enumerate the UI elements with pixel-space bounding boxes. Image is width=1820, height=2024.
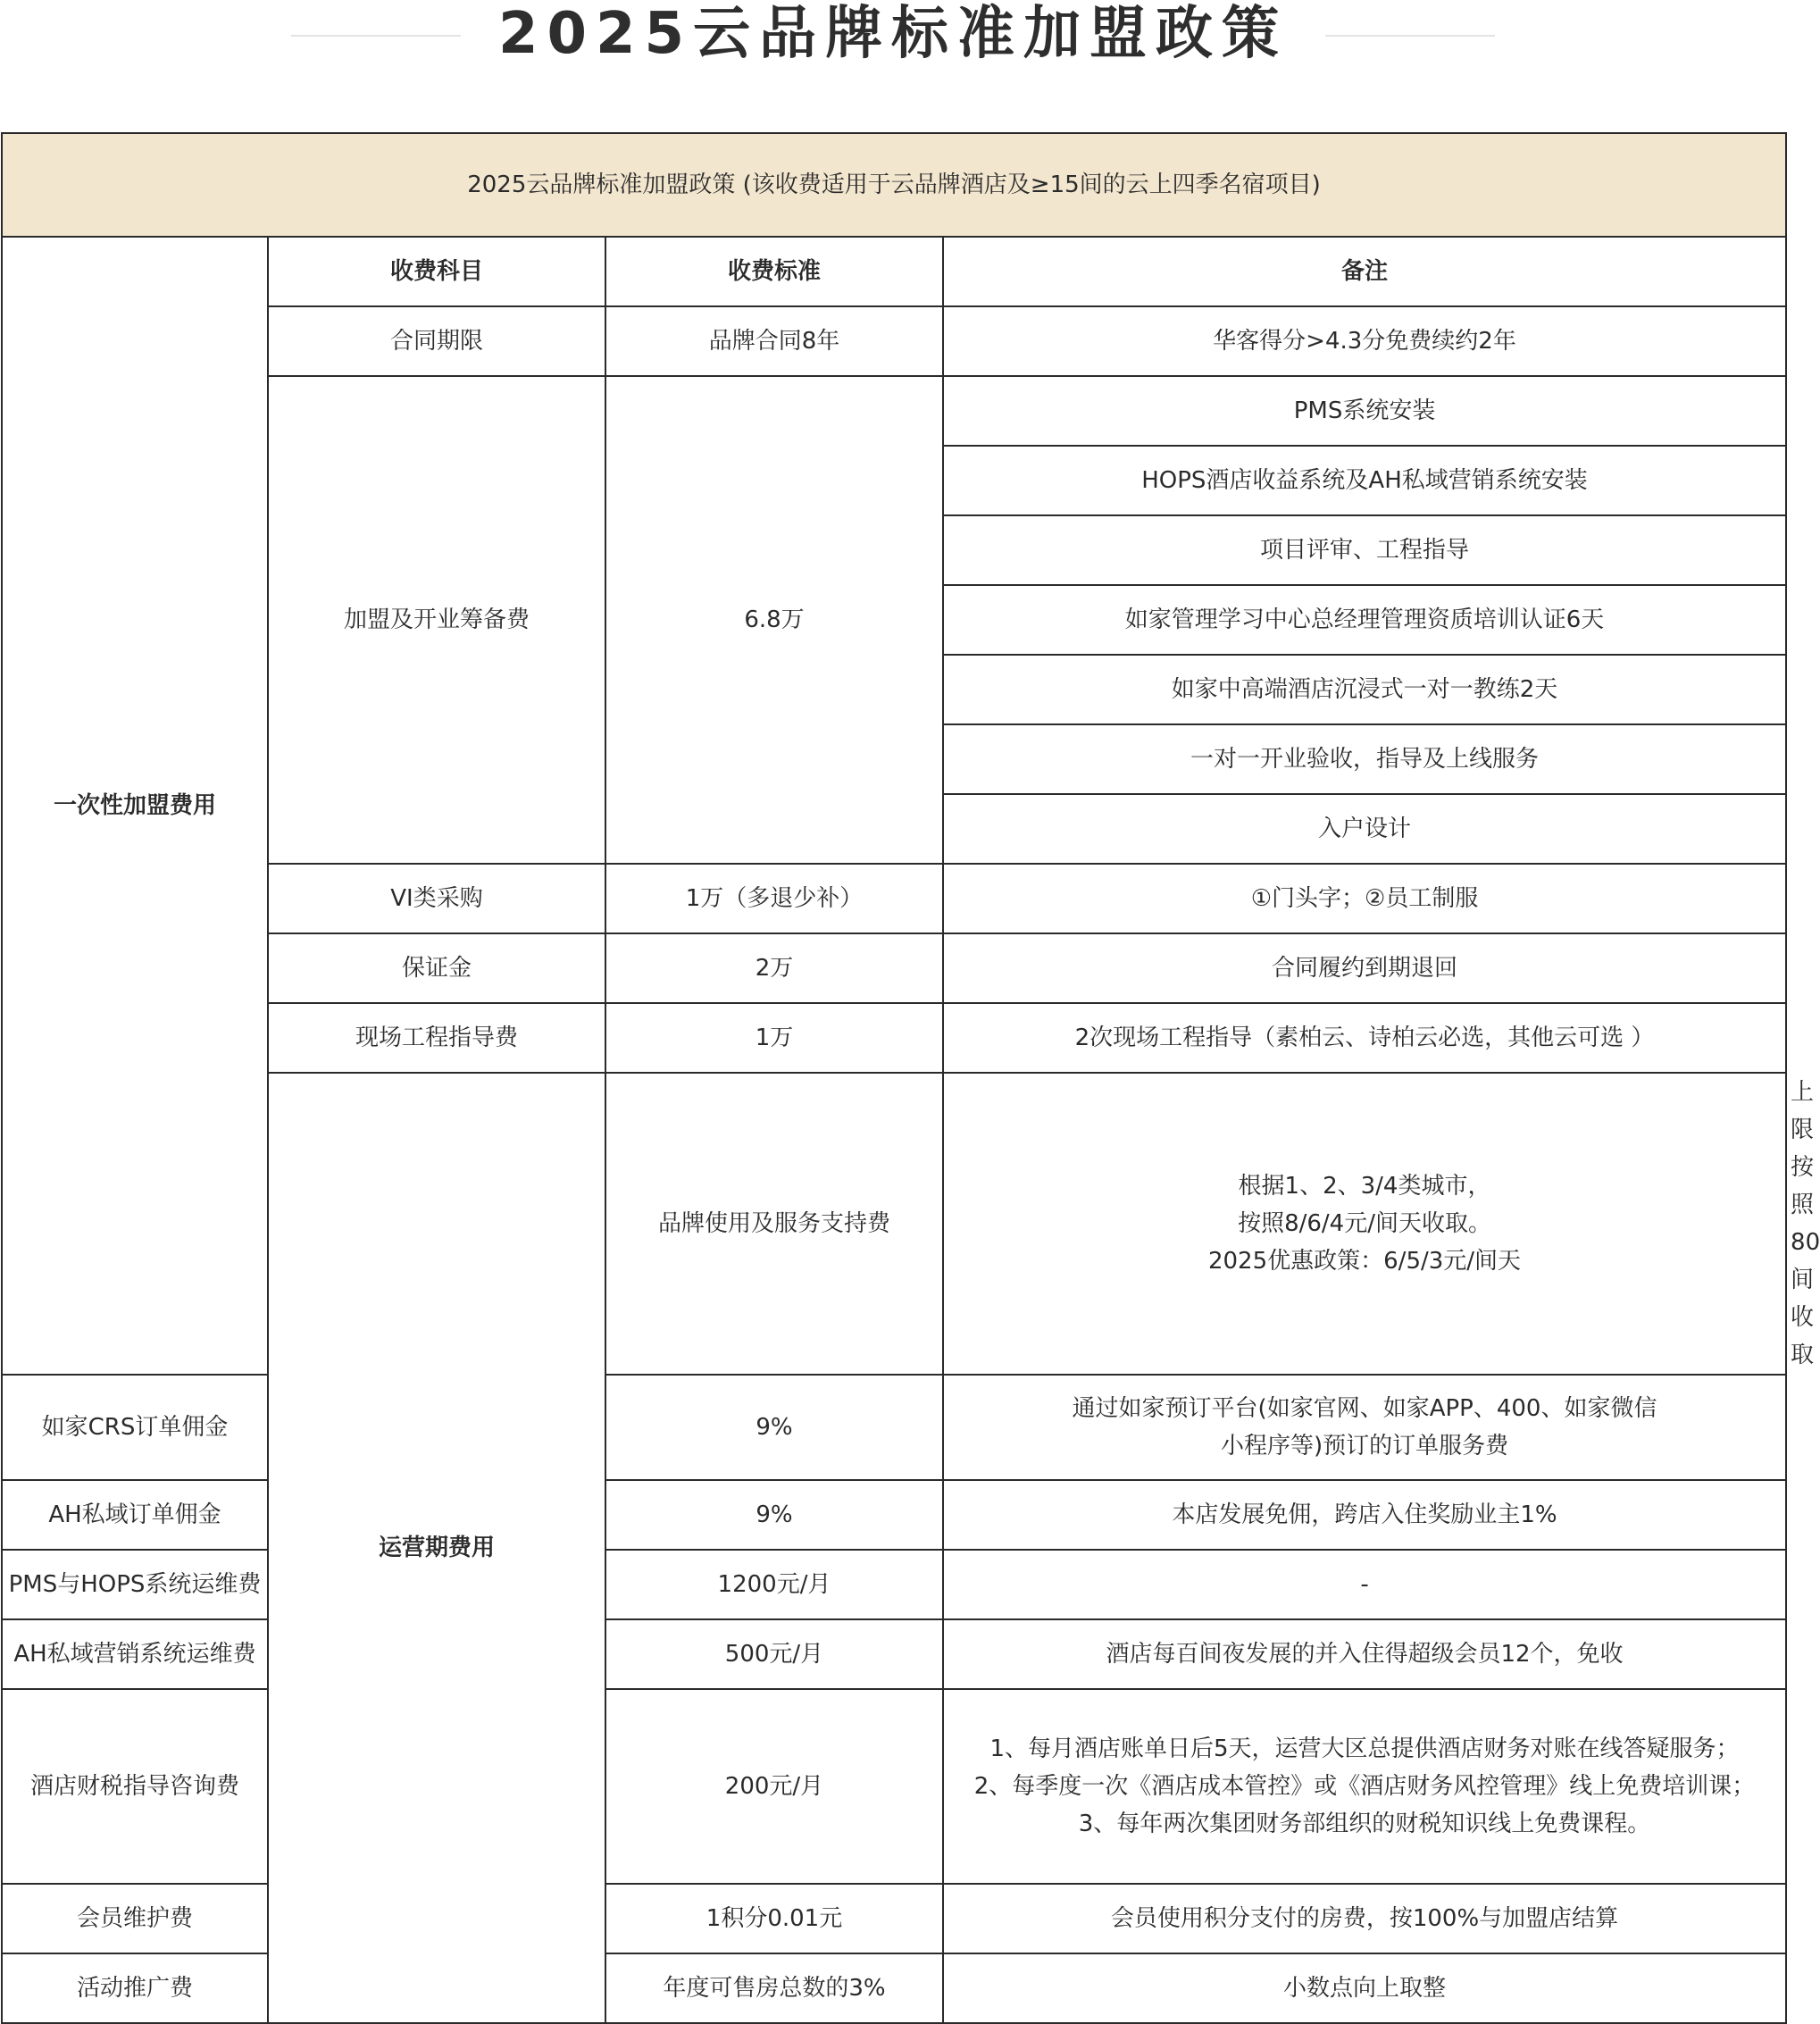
cell-remark-line: 1、每月酒店账单日后5天，运营大区总提供酒店财务对账在线答疑服务； [989, 1735, 1740, 1762]
category-operating: 运营期费用 [268, 1073, 605, 2023]
policy-table [1, 132, 1820, 2024]
cell-remark: HOPS酒店收益系统及AH私域营销系统安装 [943, 446, 1786, 515]
cell-remark: 一对一开业验收，指导及上线服务 [943, 724, 1786, 794]
table-row: 运营期费用 品牌使用及服务支持费 根据1、2、3/4类城市， 按照8/6/4元/间天收取。 2025优惠政策：6/5/3元/间天 上限按照80间收取 [2, 1073, 1786, 1375]
cell-remark: 2次现场工程指导（素柏云、诗柏云必选，其他云可选 ） [943, 1003, 1786, 1073]
cell-item: 加盟及开业筹备费 [268, 376, 605, 864]
table-row [2, 306, 1786, 376]
banner-row [2, 133, 1786, 237]
cell-remark-line: 小程序等)预订的订单服务费 [1220, 1433, 1509, 1459]
cell-item: 保证金 [268, 933, 605, 1003]
cell-item: 现场工程指导费 [268, 1003, 605, 1073]
cell-remark: PMS系统安装 [943, 376, 1786, 446]
cell-item: AH私域订单佣金 [2, 1480, 268, 1550]
header-remark: 备注 [943, 237, 1786, 306]
cell-standard: 9% [605, 1375, 943, 1480]
cell-item: PMS与HOPS系统运维费 [2, 1550, 268, 1619]
cell-remark: 会员使用积分支付的房费，按100%与加盟店结算 [943, 1884, 1786, 1953]
header-item: 收费科目 [268, 237, 605, 306]
cell-remark: 入户设计 [943, 794, 1786, 864]
cell-standard-line: 根据1、2、3/4类城市， [1238, 1173, 1491, 1200]
table-banner: 2025云品牌标准加盟政策 (该收费适用于云品牌酒店及≥15间的云上四季名宿项目) [2, 133, 1786, 237]
title-area [0, 0, 1786, 71]
cell-standard: 品牌合同8年 [605, 306, 943, 376]
cell-item: 会员维护费 [2, 1884, 268, 1953]
category-one-time: 一次性加盟费用 [2, 237, 268, 1375]
cell-standard: 9% [605, 1480, 943, 1550]
table-row [2, 933, 1786, 1003]
cell-remark: 本店发展免佣，跨店入住奖励业主1% [943, 1480, 1786, 1550]
cell-standard: 1万 [605, 1003, 943, 1073]
cell-remark: 华客得分>4.3分免费续约2年 [943, 306, 1786, 376]
table-row [2, 864, 1786, 933]
cell-standard: 年度可售房总数的3% [605, 1953, 943, 2023]
title-divider-right [1325, 35, 1495, 37]
cell-remark: 小数点向上取整 [943, 1953, 1786, 2023]
cell-remark: 如家中高端酒店沉浸式一对一教练2天 [943, 655, 1786, 724]
cell-standard-line: 按照8/6/4元/间天收取。 [1238, 1210, 1491, 1237]
table-row [2, 1003, 1786, 1073]
table-row [2, 376, 1786, 446]
cell-item: 酒店财税指导咨询费 [2, 1689, 268, 1884]
header-standard: 收费标准 [605, 237, 943, 306]
page-title: 2025云品牌标准加盟政策 [497, 1, 1289, 67]
cell-remark [943, 1689, 1786, 1884]
cell-standard: 1万（多退少补） [605, 864, 943, 933]
cell-item: 如家CRS订单佣金 [2, 1375, 268, 1480]
header-row [2, 237, 1786, 306]
cell-standard: 1200元/月 [605, 1550, 943, 1619]
cell-remark: 项目评审、工程指导 [943, 515, 1786, 585]
cell-item: 品牌使用及服务支持费 [605, 1073, 943, 1375]
cell-standard: 2万 [605, 933, 943, 1003]
cell-standard-line: 2025优惠政策：6/5/3元/间天 [1207, 1248, 1522, 1275]
cell-remark: 如家管理学习中心总经理管理资质培训认证6天 [943, 585, 1786, 655]
cell-standard: 200元/月 [605, 1689, 943, 1884]
cell-remark: 合同履约到期退回 [943, 933, 1786, 1003]
cell-standard [943, 1073, 1786, 1375]
cell-remark-line: 3、每年两次集团财务部组织的财税知识线上免费课程。 [1078, 1811, 1651, 1837]
cell-item: 活动推广费 [2, 1953, 268, 2023]
cell-standard: 6.8万 [605, 376, 943, 864]
cell-remark: - [943, 1550, 1786, 1619]
cell-item: VI类采购 [268, 864, 605, 933]
cell-standard: 1积分0.01元 [605, 1884, 943, 1953]
cell-remark: ①门头字；②员工制服 [943, 864, 1786, 933]
cell-remark [943, 1375, 1786, 1480]
cell-remark-line: 通过如家预订平台(如家官网、如家APP、400、如家微信 [1072, 1395, 1657, 1422]
cell-item: 合同期限 [268, 306, 605, 376]
cell-standard: 500元/月 [605, 1619, 943, 1689]
cell-item: AH私域营销系统运维费 [2, 1619, 268, 1689]
cell-remark-line: 2、每季度一次《酒店成本管控》或《酒店财务风控管理》线上免费培训课； [973, 1773, 1756, 1800]
cell-remark: 酒店每百间夜发展的并入住得超级会员12个，免收 [943, 1619, 1786, 1689]
